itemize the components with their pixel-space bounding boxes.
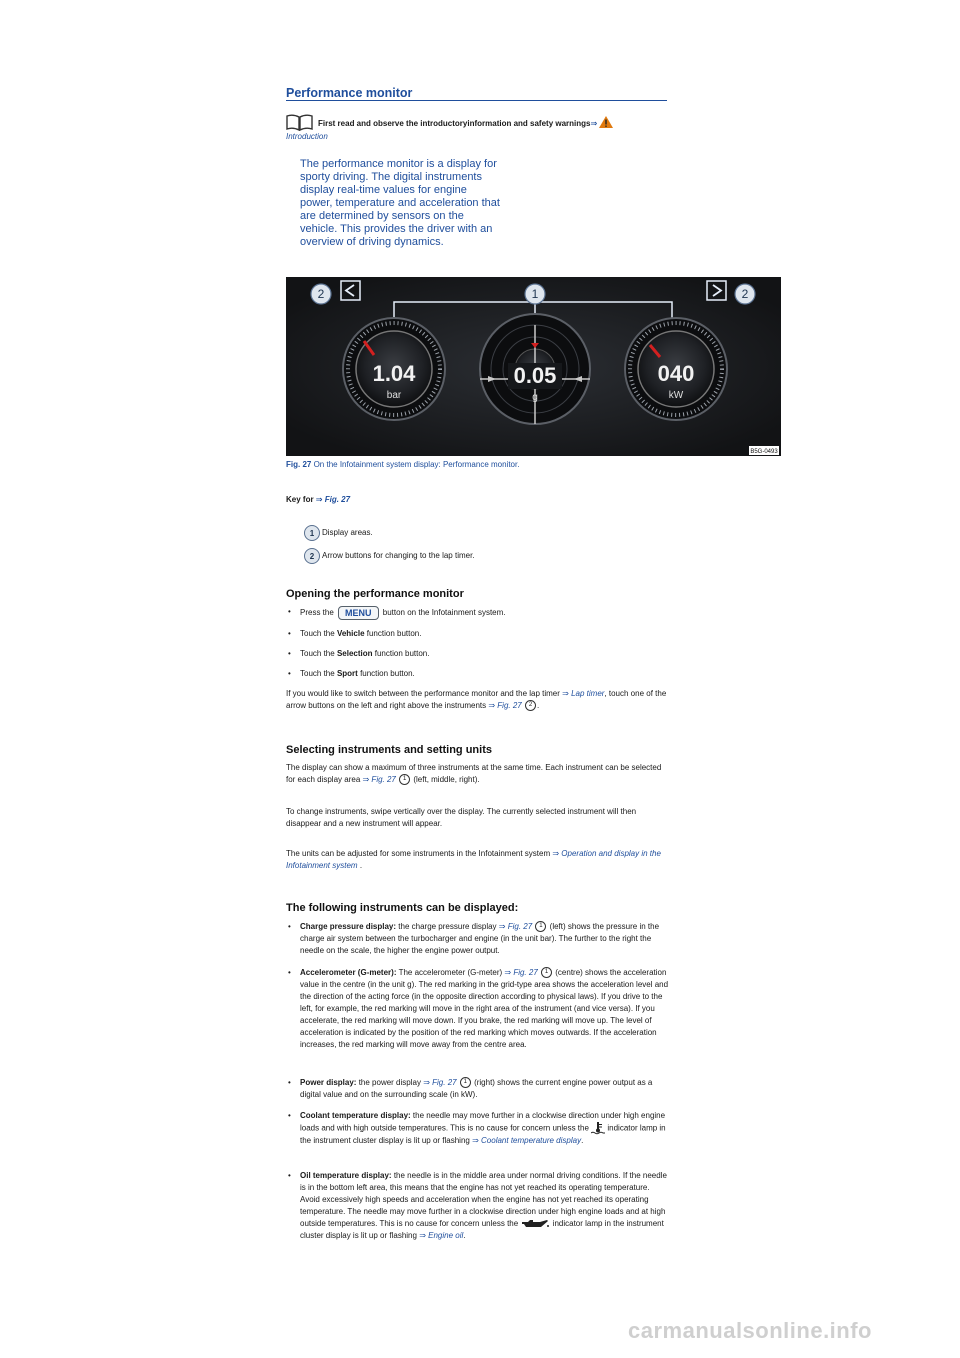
list-item	[290, 1110, 670, 1147]
fig-link[interactable]: ⇒ Fig. 27	[362, 775, 396, 784]
intro-text: The performance monitor is a display for sporty driving. The digital instruments display real-time values for engine power, temperature and acceleration that are determined by sensors on the vehicle. This provides the driver with an overview of driving dynamics.	[300, 158, 500, 248]
gauge-center-value: 0.05	[513, 363, 557, 388]
para-text: The display can show a maximum of three instruments at the same time. Each instrument can be selected for each display area	[286, 763, 662, 784]
bullet-text: The accelerometer (G-meter)	[398, 968, 503, 977]
callout-2-right: 2	[741, 287, 749, 301]
circled-number: 1	[399, 774, 410, 785]
bullet-bold: Oil temperature display:	[300, 1171, 392, 1180]
selecting-paragraph	[286, 848, 670, 872]
gauge-center-unit: g	[532, 392, 538, 403]
bullet-text: function button.	[366, 629, 422, 638]
bullet-text: the charge pressure display	[398, 922, 497, 931]
warning-text: First read and observe the introductoryinformation and safety warnings	[318, 119, 591, 128]
bullet-text: (right) shows the current engine power output as a digital value and on the surrounding scale (in kW).	[300, 1078, 653, 1099]
list-item	[290, 1077, 670, 1101]
circled-number: 2	[525, 700, 536, 711]
key-text: Display areas.	[322, 528, 373, 537]
key-label: Key for	[286, 495, 314, 504]
para-text: If you would like to switch between the performance monitor and the lap timer	[286, 689, 560, 698]
list-item	[290, 1170, 670, 1242]
lap-timer-link[interactable]: ⇒ Lap timer	[562, 689, 605, 698]
key-badge: 1	[304, 525, 320, 541]
list-item	[290, 967, 670, 1051]
bullet-text: function button.	[360, 669, 415, 678]
bullet-text: .	[463, 1231, 466, 1240]
following-heading: The following instruments can be displayed:	[286, 902, 519, 914]
page-title: Performance monitor	[286, 86, 667, 101]
bullet-text: the needle is in the middle area under normal driving conditions. If the needle is in the bottom left area, this means that the engine has not yet reached its operating temperature. Avoid excessively high speeds and acceleration when the engine has not yet reached its operating temperature. The needle may move further in a clockwise direction under high engine loads and at high outside temperatures. This is no cause for concern unless the	[300, 1171, 667, 1228]
selecting-paragraph	[286, 762, 670, 786]
performance-monitor-figure	[286, 277, 781, 456]
introduction-link[interactable]: Introduction	[286, 132, 328, 141]
bullet-bold: Accelerometer (G-meter):	[300, 968, 397, 977]
bullet-text: button on the Infotainment system.	[382, 608, 506, 618]
list-item	[290, 921, 670, 957]
fig-link[interactable]: ⇒ Fig. 27	[504, 968, 538, 977]
bullet-text: indicator lamp in the instrument cluster display is lit up or flashing	[300, 1219, 664, 1240]
para-text: (left, middle, right).	[413, 775, 480, 784]
fig-link[interactable]: ⇒ Fig. 27	[423, 1078, 457, 1087]
gauge-left-value: 1.04	[372, 361, 416, 386]
callout-1: 1	[531, 287, 539, 301]
para-text: , touch one of the arrow buttons on the left and right above the instruments	[286, 689, 667, 710]
list-item	[290, 648, 670, 660]
bullet-text: indicator lamp in the instrument cluster display is lit up or flashing	[300, 1123, 666, 1145]
book-icon	[286, 114, 313, 131]
key-ref-link[interactable]: ⇒ Fig. 27	[315, 495, 351, 504]
list-item	[290, 628, 670, 640]
selecting-paragraph: To change instruments, swipe vertically over the display. The currently selected instrument will then disappear and a new instrument will appear.	[286, 807, 637, 828]
figure-svg	[286, 277, 781, 456]
bullet-bold: Power display:	[300, 1078, 357, 1087]
oil-can-icon	[520, 1219, 550, 1229]
gauge-right-unit: kW	[668, 390, 684, 401]
list-item	[290, 606, 670, 620]
bullet-bold: Vehicle	[336, 629, 365, 638]
bullet-bold: Selection	[336, 649, 373, 658]
gauge-left-unit: bar	[386, 390, 402, 401]
bullet-text: (left) shows the pressure in the charge air system between the turbocharger and engine (in the unit bar). The further to the right the needle on the scale, the higher the engine power output.	[300, 922, 660, 955]
para-text: The units can be adjusted for some instruments in the Infotainment system	[286, 849, 551, 858]
bullet-text: Touch the	[300, 649, 335, 658]
key-heading	[286, 495, 350, 504]
circled-number: 1	[460, 1077, 471, 1088]
bullet-text: the power display	[358, 1078, 421, 1087]
caption-label: Fig. 27	[286, 460, 312, 469]
fig-link[interactable]: ⇒ Fig. 27	[498, 922, 533, 931]
fig-link[interactable]: ⇒ Fig. 27	[488, 701, 522, 710]
bullet-text: Touch the	[300, 629, 335, 638]
engine-oil-link[interactable]: ⇒ Engine oil	[419, 1231, 464, 1240]
bullet-text: the needle may move further in a clockwise direction under high engine loads and with high outside temperatures. This is no cause for concern unless the	[300, 1111, 666, 1133]
charge-pressure-gauge	[343, 318, 445, 420]
key-text: Arrow buttons for changing to the lap timer.	[322, 551, 475, 560]
bullet-text: Press the	[300, 608, 334, 618]
circled-number: 1	[535, 921, 546, 932]
bullet-text: .	[581, 1136, 584, 1145]
caption-text: On the Infotainment system display: Performance monitor.	[313, 460, 520, 469]
selecting-heading: Selecting instruments and setting units	[286, 744, 492, 756]
warning-arrow[interactable]: ⇒	[590, 119, 598, 128]
bullet-text: function button.	[374, 649, 430, 658]
warning-triangle-icon	[599, 116, 613, 128]
key-item	[304, 548, 475, 566]
key-item	[304, 525, 373, 543]
para-text: .	[536, 701, 540, 710]
list-item	[290, 668, 670, 680]
callout-2-left: 2	[317, 287, 325, 301]
bullet-text: (centre) shows the acceleration value in the centre (in the unit g). The red marking in the grid-type area shows the acceleration level and the direction of the acting force (in the opposite direction according to physical laws). If you drive to the left, for example, the red marking will move in the right area of the instrument (and vice versa). If you accelerate, the red marking will move down. If you brake, the red marking will move up. The level of acceleration is indicated by the position of the red marking which moves outwards. If the acceleration increases, the red marking will move away from the centre area.	[300, 968, 669, 1049]
operation-display-link[interactable]: ⇒ Operation and display in the Infotainment system	[286, 849, 661, 870]
opening-paragraph	[286, 688, 670, 712]
footer-watermark[interactable]: carmanualsonline.info	[628, 1318, 872, 1343]
menu-button: MENU	[338, 606, 379, 620]
warning-notice	[286, 112, 686, 142]
gauge-right-value: 040	[657, 361, 695, 386]
bullet-bold: Charge pressure display:	[300, 922, 397, 931]
coolant-link[interactable]: ⇒ Coolant temperature display	[472, 1136, 582, 1145]
coolant-temperature-icon	[591, 1122, 605, 1135]
key-badge: 2	[304, 548, 320, 564]
para-text: .	[359, 861, 363, 870]
accelerometer-gauge	[480, 314, 590, 424]
bullet-bold: Sport	[336, 669, 358, 678]
power-gauge	[625, 318, 727, 420]
bullet-text: Touch the	[300, 669, 335, 678]
figure-caption	[286, 460, 519, 469]
figure-code: B5G-0493	[750, 449, 778, 455]
circled-number: 1	[541, 967, 552, 978]
opening-heading: Opening the performance monitor	[286, 588, 464, 600]
bullet-bold: Coolant temperature display:	[300, 1111, 411, 1120]
